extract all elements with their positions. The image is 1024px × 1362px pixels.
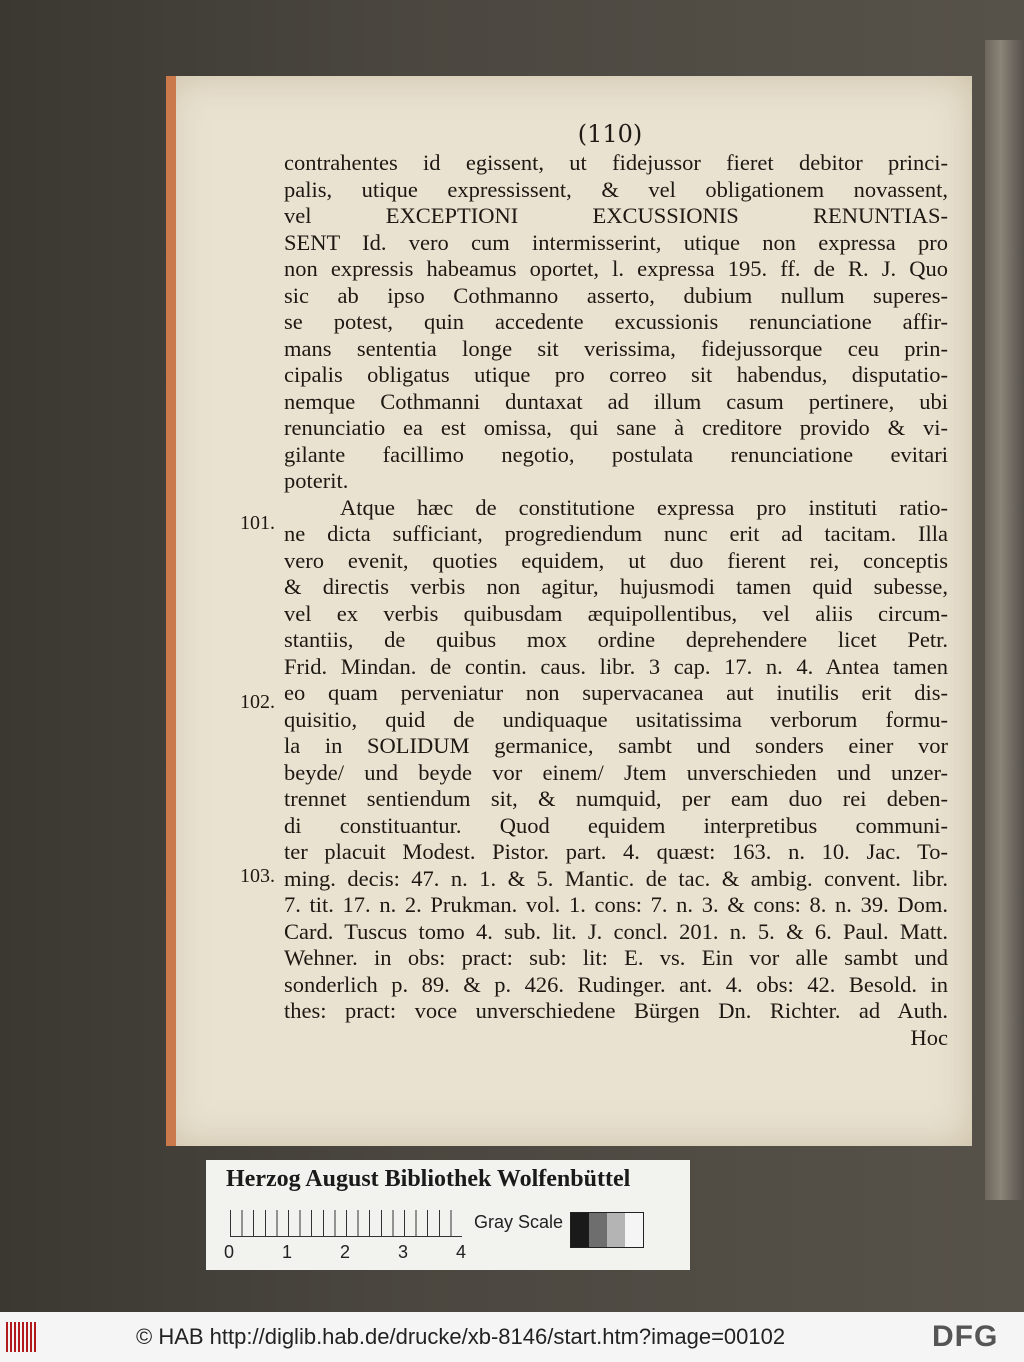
text-line: gilante facillimo negotio, postulata renunciatione evitari [284,441,948,467]
hab-logo-icon [6,1322,36,1352]
page-header: (110) [577,120,643,148]
text-line: sic ab ipso Cothmanno asserto, dubium nullum superes- [284,282,948,308]
margin-number: 101. [240,512,275,534]
text-line: ne dicta sufficiant, progrediendum nunc erit ad tacitam. Illa [284,521,948,546]
gray-swatch [607,1213,625,1247]
next-page-edge [985,40,1024,1200]
ruler-number: 3 [398,1242,409,1262]
text-line: Frid. Mindan. de contin. caus. libr. 3 cap. 17. n. 4. Antea tamen [284,653,948,679]
gray-swatch [625,1213,643,1247]
gray-swatch [571,1213,589,1247]
text-line: beyde/ und beyde vor einem/ Jtem unverschieden und unzer- [284,759,948,785]
ruler-number: 2 [340,1242,351,1262]
text-line: 7. tit. 17. n. 2. Prukman. vol. 1. cons: 7. n. 3. & cons: 8. n. 39. Dom. [284,892,948,917]
ruler-number: 0 [224,1242,235,1262]
text-line: di constituantur. Quod equidem interpretibus communi- [284,812,948,838]
catchword: Hoc [910,1024,948,1050]
text-line: mans sententia longe sit verissima, fidejussorque ceu prin- [284,335,948,361]
text-line: vel ex verbis quibusdam æquipollentibus, vel aliis circum- [284,600,948,626]
text-line: sonderlich p. 89. & p. 426. Rudinger. ant. 4. obs: 42. Besold. in [284,971,948,997]
text-line: trennet sentiendum sit, & numquid, per eam duo rei deben- [284,786,948,811]
text-line: vel EXCEPTIONI EXCUSSIONIS RENUNTIAS- [284,203,948,228]
text-line: nemque Cothmanni duntaxat ad illum casum pertinere, ubi [284,388,948,414]
text-line: vero evenit, quoties equidem, ut duo fierent rei, conceptis [284,547,948,573]
library-title: Herzog August Bibliothek Wolfenbüttel [226,1166,631,1192]
text-line: poterit. [284,468,349,493]
text-line: se potest, quin accedente excussionis renunciatione affir- [284,309,948,334]
text-line: stantiis, de quibus mox ordine deprehendere licet Petr. [284,627,948,652]
text-line: & directis verbis non agitur, hujusmodi tamen quid subesse, [284,574,948,599]
dfg-logo: DFG [932,1320,999,1353]
text-line: la in SOLIDUM germanice, sambt und sonders einer vor [284,733,948,758]
footer-copyright-link[interactable]: © HAB http://diglib.hab.de/drucke/xb-8146/start.htm?image=00102 [136,1324,786,1349]
ruler-number: 4 [456,1242,467,1262]
text-line: Wehner. in obs: pract: sub: lit: E. vs. Ein vor alle sambt und [284,945,948,970]
text-line: non expressis habeamus oportet, l. expressa 195. ff. de R. J. Quo [284,256,948,281]
page-text [284,150,948,1051]
text-line: ming. decis: 47. n. 1. & 5. Mantic. de tac. & ambig. convent. libr. [284,865,948,891]
gray-scale-label: Gray Scale [474,1212,564,1232]
text-line: renunciatio ea est omissa, qui sane à creditore provido & vi- [284,415,948,440]
text-line: contrahentes id egissent, ut fidejussor fieret debitor princi- [284,150,948,175]
ruler-number: 1 [282,1242,293,1262]
text-line: ter placuit Modest. Pistor. part. 4. quæst: 163. n. 10. Jac. To- [284,839,948,864]
gray-swatch [589,1213,607,1247]
text-line: thes: pract: voce unverschiedene Bürgen Dn. Richter. ad Auth. [284,998,948,1023]
text-line: cipalis obligatus utique pro correo sit habendus, disputatio- [284,362,948,387]
text-line: eo quam perveniatur non supervacanea aut inutilis erit dis- [284,680,948,705]
library-color-chart [206,1160,690,1270]
text-line: SENT Id. vero cum intermisserint, utique non expressa pro [284,229,948,255]
text-line: Card. Tuscus tomo 4. sub. lit. J. concl. 201. n. 5. & 6. Paul. Matt. [284,918,948,944]
text-line: Atque hæc de constitutione expressa pro instituti ratio- [340,494,948,520]
margin-number: 102. [240,691,275,713]
gray-scale-swatches [570,1212,644,1248]
text-line: palis, utique expressissent, & vel obligationem novassent, [284,176,948,202]
margin-number: 103. [240,865,275,887]
page-edge [166,76,176,1146]
ruler-scale [230,1210,462,1237]
footer-bar [0,1312,1024,1362]
text-line: quisitio, quid de undiquaque usitatissima verborum formu- [284,706,948,732]
